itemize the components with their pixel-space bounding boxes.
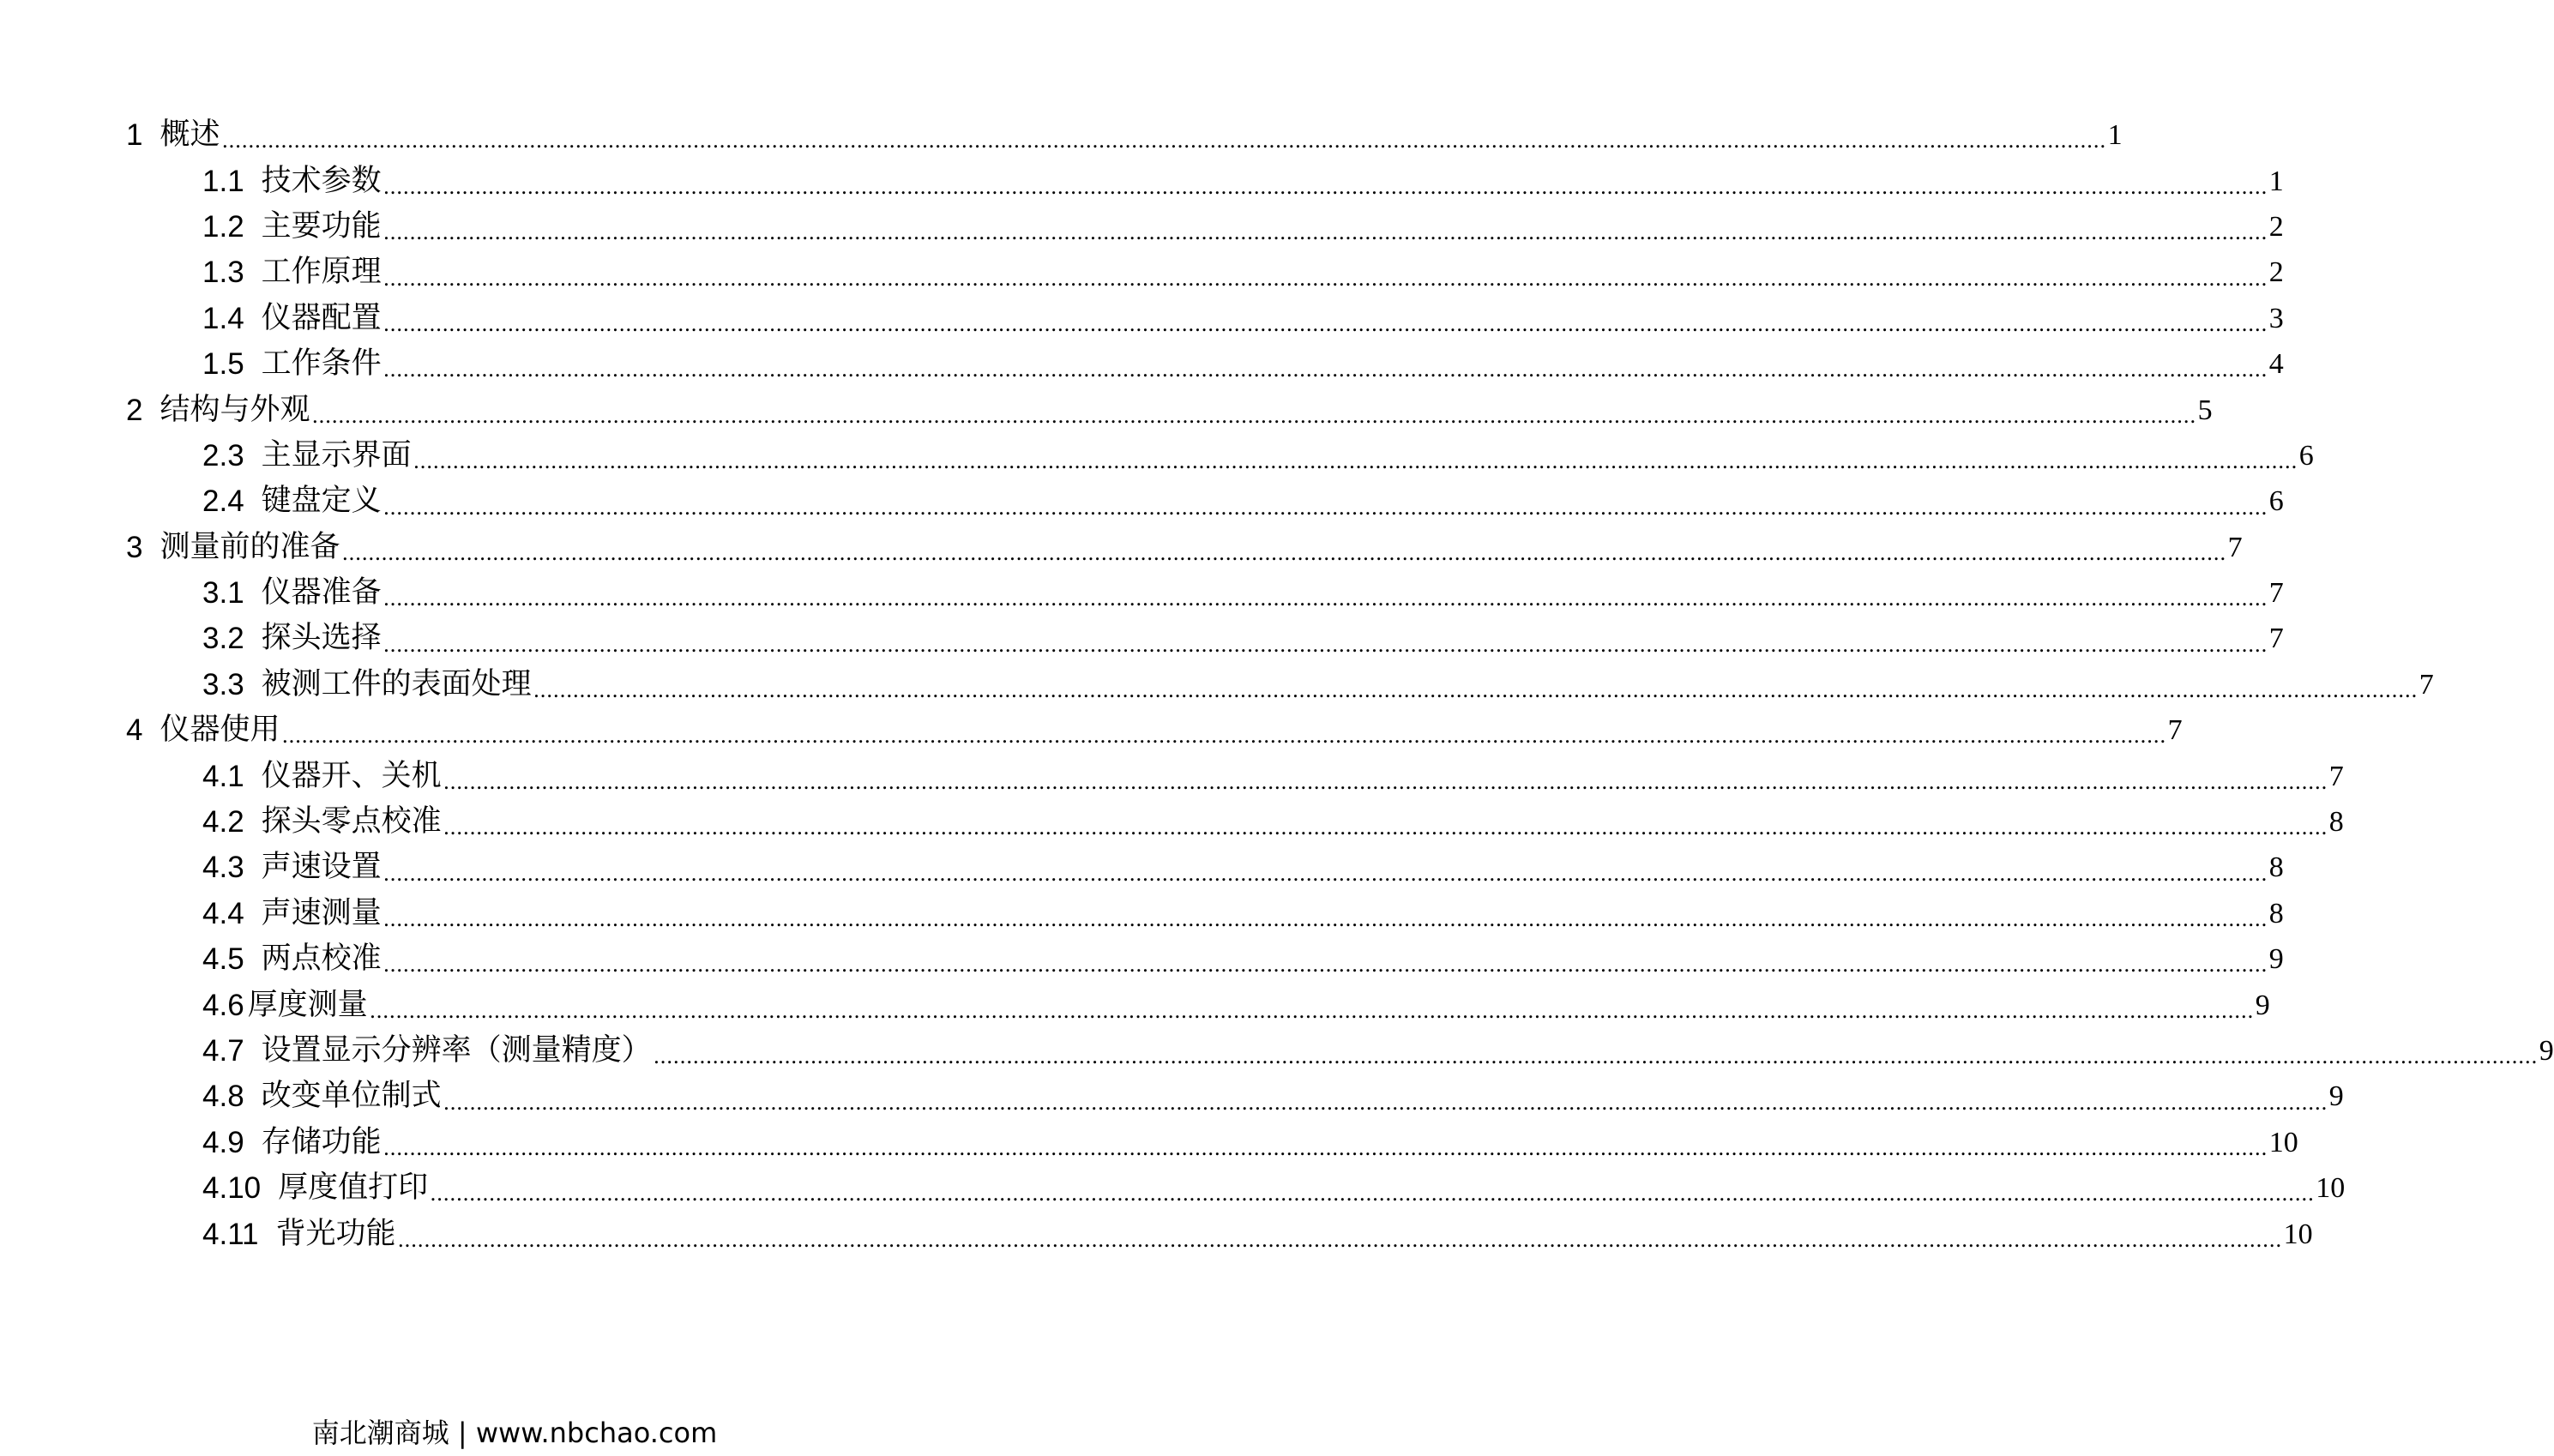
toc-title: 厚度测量 <box>247 987 368 1022</box>
toc-title: 仪器使用 <box>160 713 280 748</box>
toc-page-number: 9 <box>2268 943 2284 976</box>
footer-watermark: 南北潮商城 | www.nbchao.com <box>311 1417 718 1449</box>
toc-number: 3.1 <box>202 576 244 611</box>
toc-page-number: 4 <box>2268 348 2284 381</box>
toc-number: 4.3 <box>202 851 244 885</box>
toc-leader-dots: ................................................................................................................................................................................................................................................................................................ <box>430 1182 2315 1206</box>
toc-number: 4.2 <box>202 805 244 839</box>
toc-number: 4.10 <box>202 1171 262 1206</box>
toc-leader-dots: ................................................................................................................................................................................................................................................................................................ <box>413 449 2298 474</box>
toc-page-number: 7 <box>2268 623 2284 655</box>
toc-page-number: 10 <box>2316 1172 2346 1205</box>
toc-entry[interactable] <box>0 1120 2298 1165</box>
toc-number: 1.3 <box>202 256 244 290</box>
toc-leader-dots: ................................................................................................................................................................................................................................................................................................ <box>443 769 2328 794</box>
toc-title: 概述 <box>160 117 220 153</box>
toc-title: 探头零点校准 <box>261 804 442 839</box>
toc-number: 1.4 <box>202 301 244 335</box>
toc-entry[interactable] <box>0 204 2284 250</box>
toc-leader-dots: ................................................................................................................................................................................................................................................................................................ <box>382 907 2268 932</box>
toc-page-number: 1 <box>2107 119 2123 152</box>
toc-title: 声速设置 <box>261 850 382 885</box>
toc-leader-dots: ................................................................................................................................................................................................................................................................................................ <box>382 1135 2268 1160</box>
toc-page-number: 2 <box>2268 210 2284 243</box>
toc-number: 4.5 <box>202 942 244 977</box>
toc-leader-dots: ................................................................................................................................................................................................................................................................................................ <box>533 678 2418 703</box>
toc-entry[interactable] <box>0 525 2243 570</box>
toc-number: 1.5 <box>202 347 244 382</box>
toc-title: 主要功能 <box>261 208 382 244</box>
toc-title: 存储功能 <box>261 1124 382 1159</box>
toc-page-number: 6 <box>2268 485 2284 518</box>
toc-page-number: 7 <box>2328 760 2344 792</box>
toc-title: 改变单位制式 <box>261 1079 442 1114</box>
toc-page-number: 2 <box>2268 256 2284 289</box>
toc-leader-dots: ................................................................................................................................................................................................................................................................................................ <box>382 587 2268 611</box>
toc-entry[interactable] <box>0 112 2123 158</box>
toc-entry[interactable] <box>0 341 2284 387</box>
toc-entry[interactable] <box>0 1165 2346 1211</box>
toc-number: 4.4 <box>202 896 244 930</box>
toc-entry[interactable] <box>0 891 2284 936</box>
toc-leader-dots: ................................................................................................................................................................................................................................................................................................ <box>443 815 2328 840</box>
toc-title: 背光功能 <box>275 1216 396 1251</box>
toc-number: 3 <box>126 530 143 564</box>
toc-leader-dots: ................................................................................................................................................................................................................................................................................................ <box>281 724 2166 749</box>
toc-number: 3.2 <box>202 622 244 656</box>
toc-entry[interactable] <box>0 707 2183 753</box>
toc-page-number: 5 <box>2197 394 2213 426</box>
toc-number: 4.9 <box>202 1125 244 1159</box>
toc-leader-dots: ................................................................................................................................................................................................................................................................................................ <box>653 1044 2538 1069</box>
toc-leader-dots: ................................................................................................................................................................................................................................................................................................ <box>382 495 2268 520</box>
toc-page-number: 1 <box>2268 165 2284 197</box>
toc-title: 两点校准 <box>261 942 382 977</box>
toc-title: 设置显示分辨率（测量精度） <box>261 1033 652 1068</box>
toc-page-number: 7 <box>2227 531 2243 563</box>
toc-page-number: 8 <box>2328 806 2344 839</box>
toc-title: 工作条件 <box>261 346 382 382</box>
toc-number: 2 <box>126 393 143 427</box>
toc-leader-dots: ................................................................................................................................................................................................................................................................................................ <box>382 861 2268 886</box>
toc-leader-dots: ................................................................................................................................................................................................................................................................................................ <box>369 998 2254 1023</box>
toc-entry[interactable] <box>0 845 2284 890</box>
toc-title: 技术参数 <box>261 163 382 198</box>
toc-page-number: 7 <box>2167 714 2183 747</box>
toc-number: 2.3 <box>202 438 244 472</box>
toc-entry[interactable] <box>0 936 2284 982</box>
toc-entry[interactable] <box>0 158 2284 203</box>
toc-page-number: 9 <box>2255 989 2270 1021</box>
toc-leader-dots: ................................................................................................................................................................................................................................................................................................ <box>382 632 2268 657</box>
toc-entry[interactable] <box>0 433 2314 478</box>
toc-entry[interactable] <box>0 1028 2554 1074</box>
toc-entry[interactable] <box>0 616 2284 661</box>
toc-title: 探头选择 <box>261 621 382 656</box>
toc-entry[interactable] <box>0 387 2213 432</box>
toc-leader-dots: ................................................................................................................................................................................................................................................................................................ <box>382 174 2268 199</box>
toc-leader-dots: ................................................................................................................................................................................................................................................................................................ <box>311 403 2196 428</box>
toc-page-number: 9 <box>2539 1035 2554 1067</box>
toc-leader-dots: ................................................................................................................................................................................................................................................................................................ <box>341 540 2226 565</box>
toc-leader-dots: ................................................................................................................................................................................................................................................................................................ <box>382 266 2268 291</box>
toc-title: 仪器配置 <box>261 300 382 335</box>
toc-leader-dots: ................................................................................................................................................................................................................................................................................................ <box>397 1227 2282 1252</box>
toc-leader-dots: ................................................................................................................................................................................................................................................................................................ <box>443 1090 2328 1115</box>
toc-page-number: 9 <box>2328 1080 2344 1113</box>
toc-number: 2.4 <box>202 484 244 519</box>
toc-entry[interactable] <box>0 296 2284 341</box>
toc-entry[interactable] <box>0 799 2344 845</box>
toc-number: 1.1 <box>202 164 244 198</box>
toc-page-number: 7 <box>2268 577 2284 610</box>
toc-entry[interactable] <box>0 982 2270 1027</box>
toc-number: 3.3 <box>202 667 244 701</box>
toc-number: 4.11 <box>202 1217 259 1251</box>
toc-number: 4.1 <box>202 759 244 793</box>
toc-title: 工作原理 <box>261 255 382 290</box>
toc-title: 测量前的准备 <box>160 529 340 564</box>
toc-entry[interactable] <box>0 1211 2313 1256</box>
toc-leader-dots: ................................................................................................................................................................................................................................................................................................ <box>382 311 2268 336</box>
toc-entry[interactable] <box>0 478 2284 524</box>
toc-entry[interactable] <box>0 570 2284 616</box>
toc-page-number: 8 <box>2268 851 2284 884</box>
toc-title: 仪器准备 <box>261 575 382 611</box>
toc-leader-dots: ................................................................................................................................................................................................................................................................................................ <box>382 220 2268 245</box>
toc-title: 厚度值打印 <box>278 1170 429 1206</box>
toc-number: 4.8 <box>202 1080 244 1114</box>
table-of-contents <box>0 112 2554 1257</box>
toc-page-number: 10 <box>2268 1126 2298 1158</box>
toc-number: 1.2 <box>202 209 244 244</box>
toc-leader-dots: ................................................................................................................................................................................................................................................................................................ <box>221 129 2106 153</box>
toc-title: 键盘定义 <box>261 484 382 519</box>
toc-number: 4 <box>126 713 143 748</box>
toc-entry[interactable] <box>0 250 2284 295</box>
toc-title: 主显示界面 <box>261 437 412 472</box>
toc-page-number: 3 <box>2268 302 2284 334</box>
toc-number: 1 <box>126 118 143 153</box>
toc-title: 声速测量 <box>261 895 382 930</box>
toc-number: 4.6 <box>202 988 244 1022</box>
toc-title: 仪器开、关机 <box>261 758 442 793</box>
toc-number: 4.7 <box>202 1034 244 1068</box>
toc-page-number: 10 <box>2283 1218 2313 1250</box>
toc-page-number: 8 <box>2268 897 2284 930</box>
toc-page-number: 6 <box>2298 439 2314 472</box>
toc-entry[interactable] <box>0 753 2344 798</box>
toc-title: 结构与外观 <box>160 392 310 427</box>
toc-title: 被测工件的表面处理 <box>261 666 532 701</box>
toc-entry[interactable] <box>0 662 2434 707</box>
toc-leader-dots: ................................................................................................................................................................................................................................................................................................ <box>382 358 2268 382</box>
toc-entry[interactable] <box>0 1074 2344 1119</box>
toc-leader-dots: ................................................................................................................................................................................................................................................................................................ <box>382 953 2268 978</box>
toc-page-number: 7 <box>2418 668 2434 701</box>
